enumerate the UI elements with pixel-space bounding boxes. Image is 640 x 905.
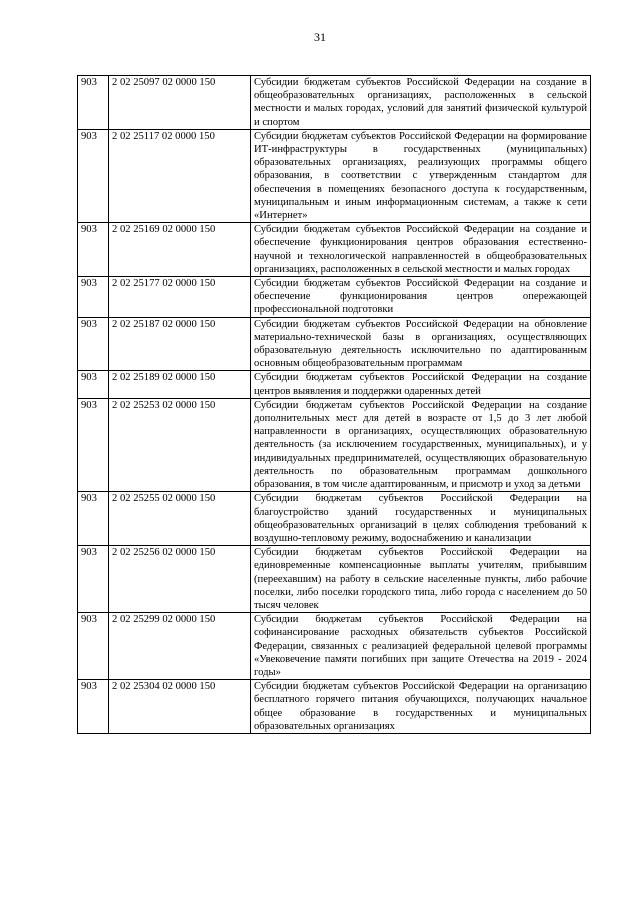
budget-code-cell: 2 02 25255 02 0000 150 [109,492,251,546]
admin-code-cell: 903 [78,317,109,371]
table-row [78,371,591,398]
budget-code-cell: 2 02 25256 02 0000 150 [109,546,251,613]
budget-code-cell: 2 02 25189 02 0000 150 [109,371,251,398]
admin-code-cell: 903 [78,129,109,222]
table-row [78,129,591,222]
budget-code-cell: 2 02 25299 02 0000 150 [109,613,251,680]
income-name-cell: Субсидии бюджетам субъектов Российской Федерации на создание в общеобразовательных организациях, расположенных в сельской местности и малых городах, условий для занятий физической культурой и спортом [251,76,591,130]
admin-code-cell: 903 [78,277,109,318]
table-row [78,76,591,130]
budget-code-cell: 2 02 25304 02 0000 150 [109,680,251,734]
table-row [78,492,591,546]
admin-code-cell: 903 [78,680,109,734]
budget-code-cell: 2 02 25097 02 0000 150 [109,76,251,130]
budget-code-cell: 2 02 25177 02 0000 150 [109,277,251,318]
table-row [78,613,591,680]
income-name-cell: Субсидии бюджетам субъектов Российской Федерации на софинансирование расходных обязательств субъектов Российской Федерации, связанных с реализацией федеральной целевой программы «Увековечение памяти погибших при защите Отечества на 2019 - 2024 годы» [251,613,591,680]
admin-code-cell: 903 [78,492,109,546]
page-number: 31 [314,30,326,44]
table-row [78,223,591,277]
income-name-cell: Субсидии бюджетам субъектов Российской Федерации на обновление материально-технической базы в организациях, осуществляющих образовательную деятельность исключительно по адаптированным основным общеобразовательным программам [251,317,591,371]
budget-code-cell: 2 02 25117 02 0000 150 [109,129,251,222]
income-name-cell: Субсидии бюджетам субъектов Российской Федерации на формирование ИТ-инфраструктуры в государственных (муниципальных) образовательных организациях, реализующих программы общего образования, в соответствии с утвержденным стандартом для обеспечения в помещениях безопасного доступа к государственным, муниципальным и иным информационным системам, а также к сети «Интернет» [251,129,591,222]
admin-code-cell: 903 [78,371,109,398]
admin-code-cell: 903 [78,223,109,277]
income-name-cell: Субсидии бюджетам субъектов Российской Федерации на благоустройство зданий государственных и муниципальных общеобразовательных организаций в целях соблюдения требований к воздушно-тепловому режиму, водоснабжению и канализации [251,492,591,546]
table-row [78,277,591,318]
table-row [78,398,591,491]
budget-code-cell: 2 02 25187 02 0000 150 [109,317,251,371]
income-name-cell: Субсидии бюджетам субъектов Российской Федерации на организацию бесплатного горячего питания обучающихся, получающих начальное общее образование в государственных и муниципальных образовательных организациях [251,680,591,734]
admin-code-cell: 903 [78,546,109,613]
income-name-cell: Субсидии бюджетам субъектов Российской Федерации на единовременные компенсационные выплаты учителям, прибывшим (переехавшим) на работу в сельские населенные пункты, либо рабочие поселки, либо поселки городского типа, либо города с населением до 50 тысяч человек [251,546,591,613]
table-row [78,680,591,734]
income-name-cell: Субсидии бюджетам субъектов Российской Федерации на создание центров выявления и поддержки одаренных детей [251,371,591,398]
admin-code-cell: 903 [78,398,109,491]
income-name-cell: Субсидии бюджетам субъектов Российской Федерации на создание дополнительных мест для детей в возрасте от 1,5 до 3 лет любой направленности в организациях, осуществляющих образовательную деятельность (за исключением государственных, муниципальных), и у индивидуальных предпринимателей, осуществляющих образовательную деятельность по образовательным программам дошкольного образования, в том числе адаптированным, и присмотр и уход за детьми [251,398,591,491]
admin-code-cell: 903 [78,76,109,130]
table-row [78,546,591,613]
budget-code-cell: 2 02 25253 02 0000 150 [109,398,251,491]
budget-code-cell: 2 02 25169 02 0000 150 [109,223,251,277]
table-row [78,317,591,371]
admin-code-cell: 903 [78,613,109,680]
income-name-cell: Субсидии бюджетам субъектов Российской Федерации на создание и обеспечение функционирования центров образования естественно-научной и технологической направленностей в общеобразовательных организациях, расположенных в сельской местности и малых городах [251,223,591,277]
income-name-cell: Субсидии бюджетам субъектов Российской Федерации на создание и обеспечение функционирования центров опережающей профессиональной подготовки [251,277,591,318]
budget-classification-table [77,75,591,734]
